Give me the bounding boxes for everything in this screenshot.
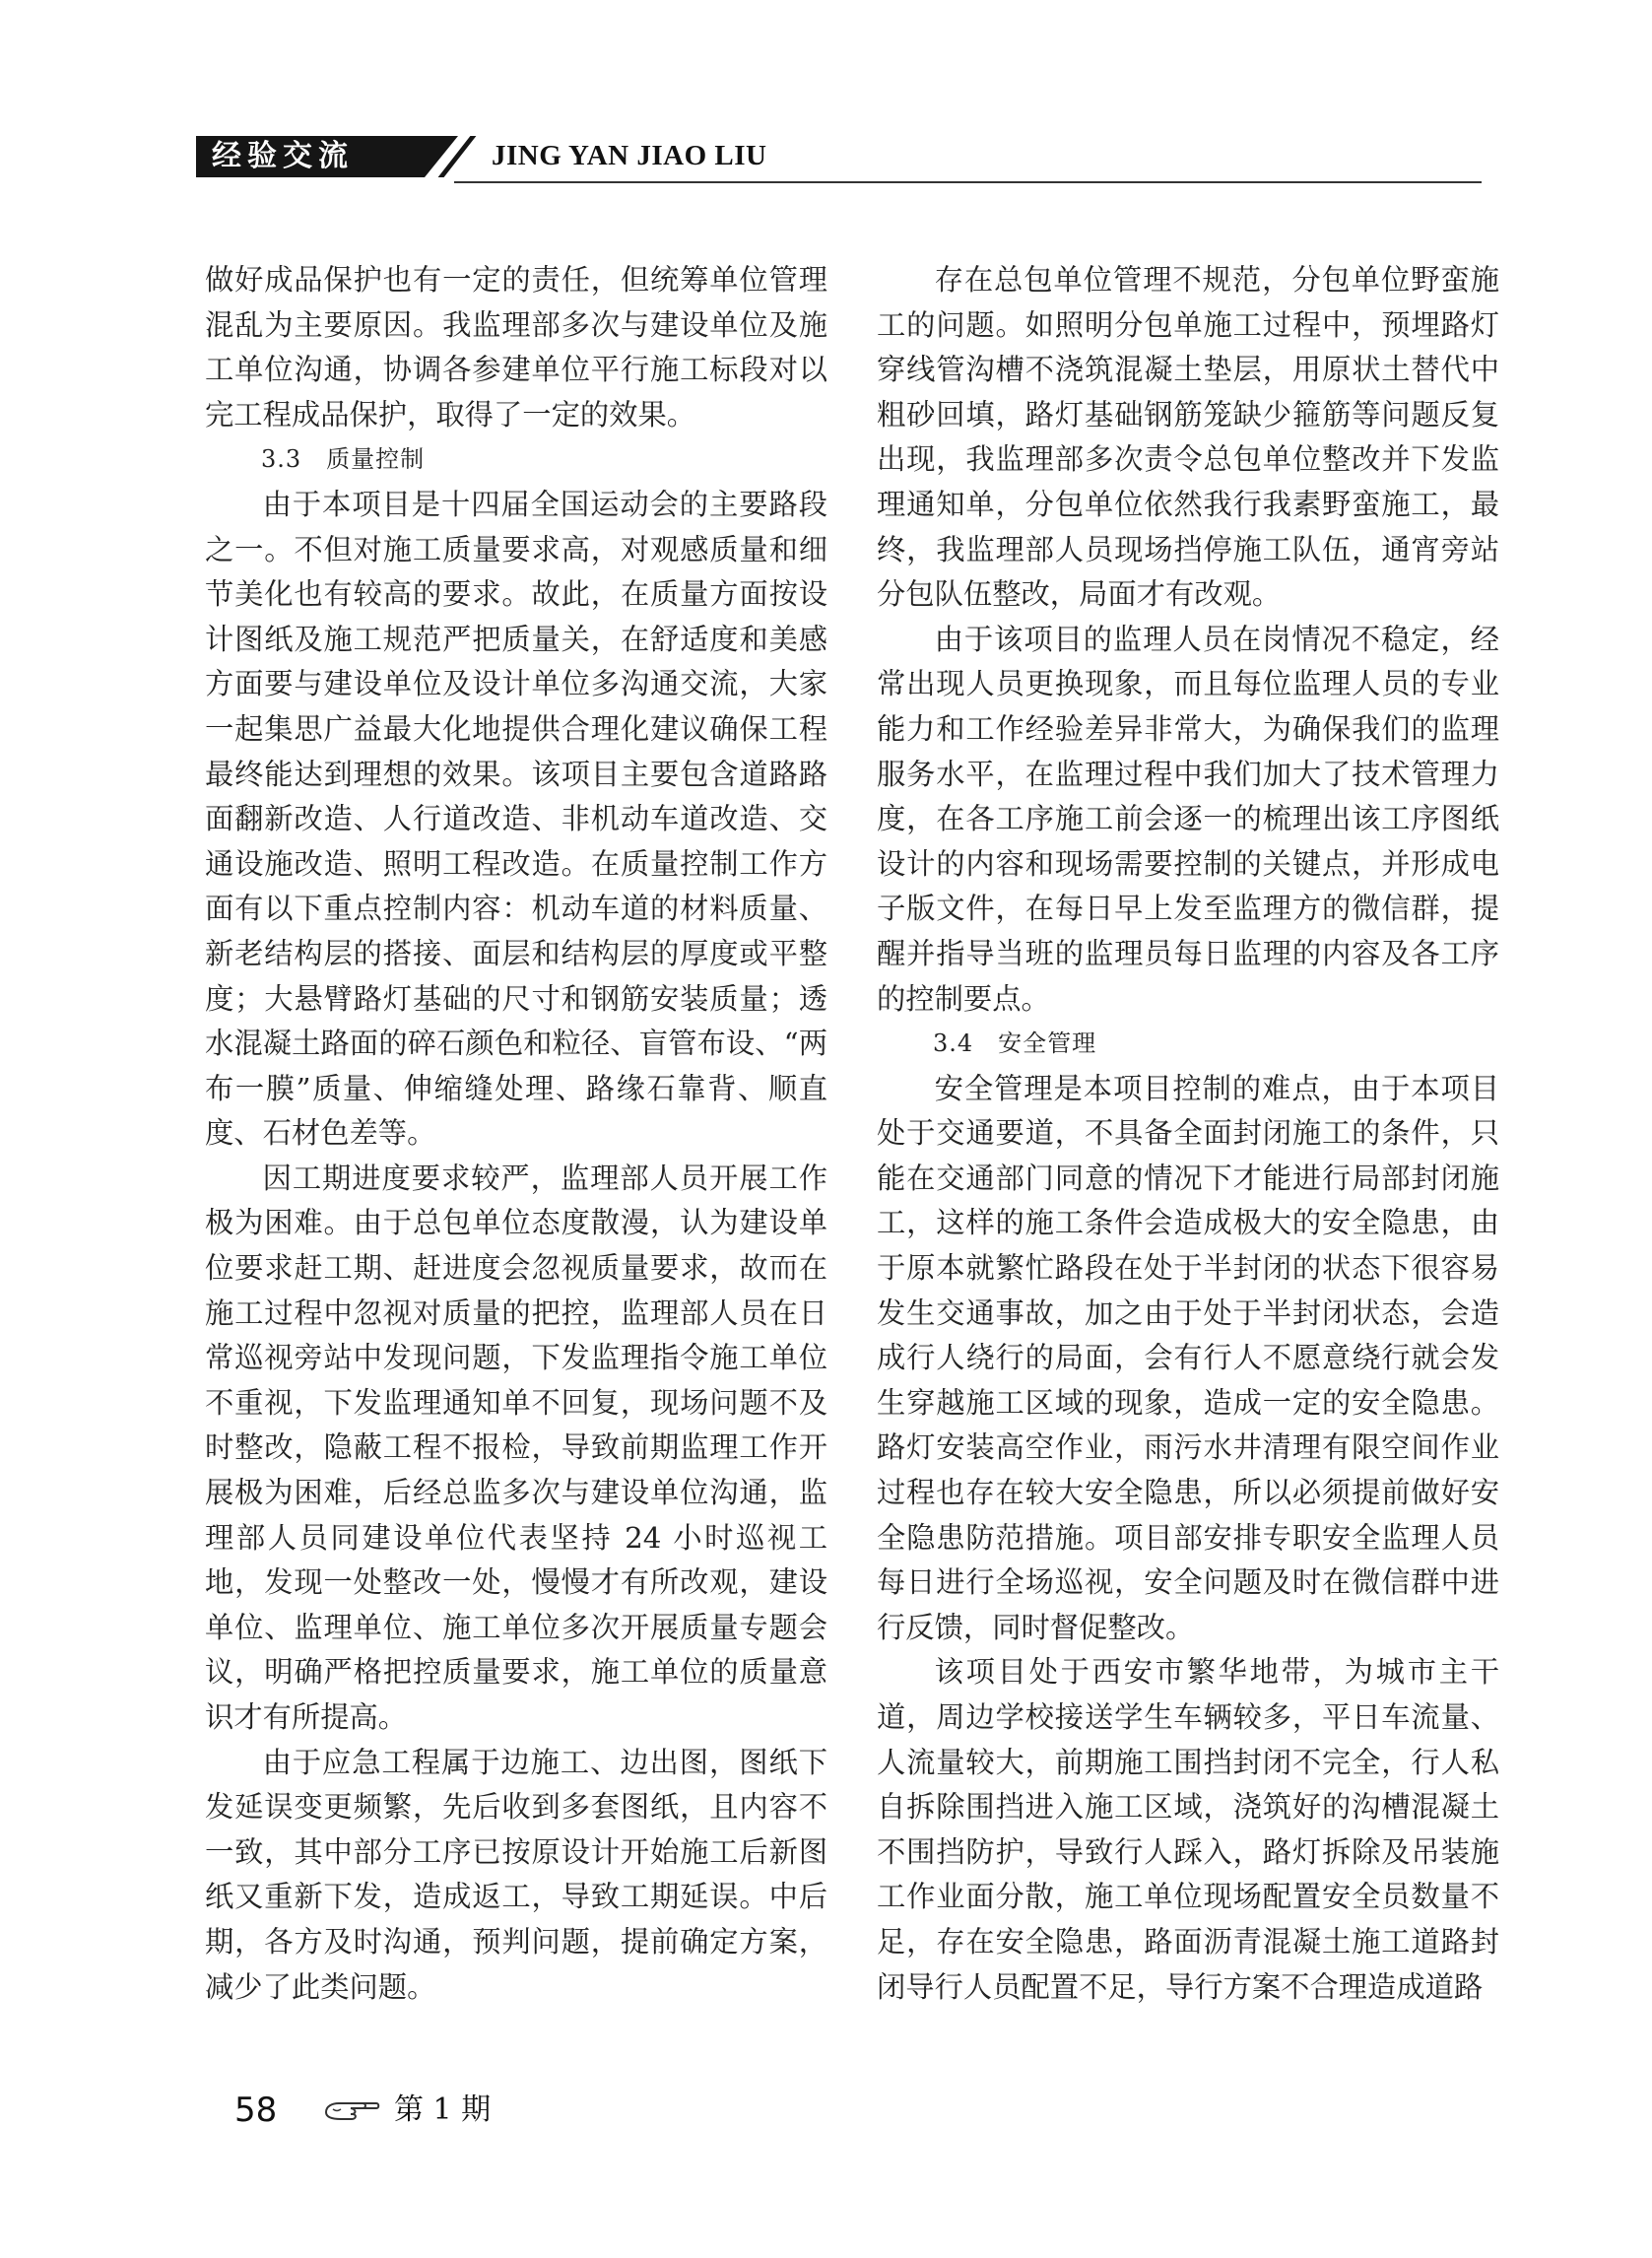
section-heading-3-3: 3.3 质量控制	[261, 445, 426, 474]
pointing-hand-icon	[323, 2098, 380, 2124]
paragraph: 因工期进度要求较严，监理部人员开展工作极为困难。由于总包单位态度散漫，认为建设单位要求赶工期、赶进度会忽视质量要求，故而在施工过程中忽视对质量的把控，监理部人员在日常巡视旁站中发现问题，下发监理指令施工单位不重视，下发监理通知单不回复，现场问题不及时整改，隐蔽工程不报检，导致前期监理工作开展极为困难，后经总监多次与建设单位沟通，监理部人员同建设单位代表坚持 24 小时巡视工地，发现一处整改一处，慢慢才有所改观，建设单位、监理单位、施工单位多次开展质量专题会议，明确严格把控质量要求，施工单位的质量意识才有所提高。	[205, 1161, 827, 1734]
issue-label: 第 1 期	[394, 2092, 492, 2127]
paragraph: 由于该项目的监理人员在岗情况不稳定，经常出现人员更换现象，而且每位监理人员的专业能力和工作经验差异非常大，为确保我们的监理服务水平，在监理过程中我们加大了技术管理力度，在各工序施工前会逐一的梳理出该工序图纸设计的内容和现场需要控制的关键点，并形成电子版文件，在每日早上发至监理方的微信群，提醒并指导当班的监理员每日监理的内容及各工序的控制要点。	[877, 622, 1499, 1016]
right-column	[877, 258, 1499, 2010]
section-title-cn: 经验交流	[212, 139, 354, 173]
paragraph: 由于应急工程属于边施工、边出图，图纸下发延误变更频繁，先后收到多套图纸，且内容不一致，其中部分工序已按原设计开始施工后新图纸又重新下发，造成返工，导致工期延误。中后期，各方及时沟通，预判问题，提前确定方案，减少了此类问题。	[205, 1745, 827, 2004]
running-header	[196, 130, 1482, 183]
paragraph: 该项目处于西安市繁华地带，为城市主干道，周边学校接送学生车辆较多，平日车流量、人流量较大，前期施工围挡封闭不完全，行人私自拆除围挡进入施工区域，浇筑好的沟槽混凝土不围挡防护，导致行人踩入，路灯拆除及吊装施工作业面分散，施工单位现场配置安全员数量不足，存在安全隐患，路面沥青混凝土施工道路封闭导行人员配置不足，导行方案不合理造成道路	[877, 1655, 1499, 2004]
paragraph: 做好成品保护也有一定的责任，但统筹单位管理混乱为主要原因。我监理部多次与建设单位及施工单位沟通，协调各参建单位平行施工标段对以完工程成品保护，取得了一定的效果。	[205, 263, 827, 432]
paragraph: 由于本项目是十四届全国运动会的主要路段之一。不但对施工质量要求高，对观感质量和细节美化也有较高的要求。故此，在质量方面按设计图纸及施工规范严把质量关，在舒适度和美感方面要与建设单位及设计单位多沟通交流，大家一起集思广益最大化地提供合理化建议确保工程最终能达到理想的效果。该项目主要包含道路路面翻新改造、人行道改造、非机动车道改造、交通设施改造、照明工程改造。在质量控制工作方面有以下重点控制内容：机动车道的材料质量、新老结构层的搭接、面层和结构层的厚度或平整度；大悬臂路灯基础的尺寸和钢筋安装质量；透水混凝土路面的碎石颜色和粒径、盲管布设、“两布一膜”质量、伸缩缝处理、路缘石靠背、顺直度、石材色差等。	[205, 487, 827, 1151]
section-heading-3-4: 3.4 安全管理	[933, 1029, 1097, 1058]
paragraph: 安全管理是本项目控制的难点，由于本项目处于交通要道，不具备全面封闭施工的条件，只能在交通部门同意的情况下才能进行局部封闭施工，这样的施工条件会造成极大的安全隐患，由于原本就繁忙路段在处于半封闭的状态下很容易发生交通事故，加之由于处于半封闭状态，会造成行人绕行的局面，会有行人不愿意绕行就会发生穿越施工区域的现象，造成一定的安全隐患。路灯安装高空作业，雨污水井清理有限空间作业过程也存在较大安全隐患，所以必须提前做好安全隐患防范措施。项目部安排专职安全监理人员每日进行全场巡视，安全问题及时在微信群中进行反馈，同时督促整改。	[877, 1071, 1499, 1644]
left-column	[205, 258, 827, 2010]
header-rule	[454, 181, 1482, 183]
page-number: 58	[234, 2091, 278, 2130]
section-title-en: JING YAN JIAO LIU	[492, 140, 767, 171]
section-tab	[196, 136, 425, 177]
paragraph: 存在总包单位管理不规范，分包单位野蛮施工的问题。如照明分包单施工过程中，预埋路灯穿线管沟槽不浇筑混凝土垫层，用原状土替代中粗砂回填，路灯基础钢筋笼缺少箍筋等问题反复出现，我监理部多次责令总包单位整改并下发监理通知单，分包单位依然我行我素野蛮施工，最终，我监理部人员现场挡停施工队伍，通宵旁站分包队伍整改，局面才有改观。	[877, 263, 1499, 612]
